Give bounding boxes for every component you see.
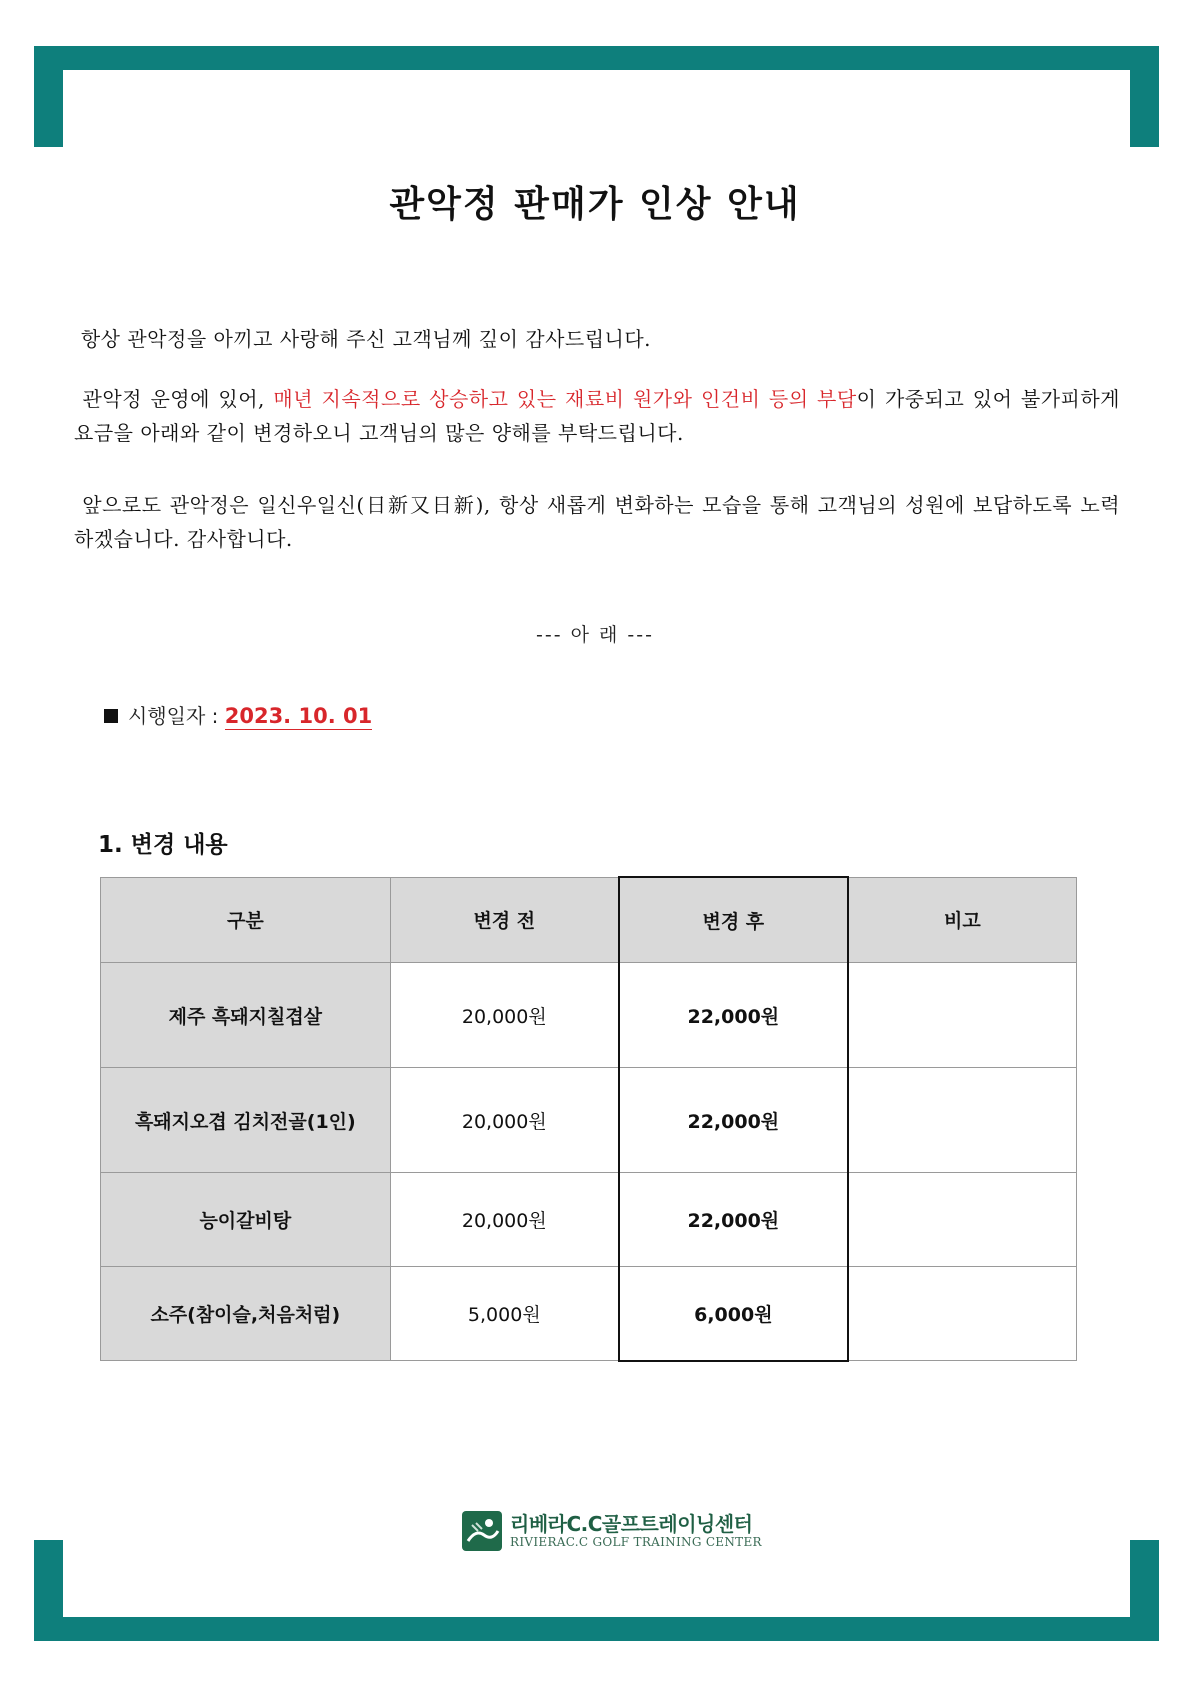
row-after-price: 22,000원 — [619, 1173, 848, 1267]
notice-separator: --- 아 래 --- — [536, 624, 654, 646]
row-item: 소주(참이슬,처음처럼) — [101, 1267, 391, 1361]
row-item: 흑돼지오겹 김치전골(1인) — [101, 1068, 391, 1173]
square-bullet-icon — [104, 709, 118, 723]
company-logo — [462, 1511, 762, 1551]
paragraph-closing — [74, 488, 1120, 556]
frame-bottom-bar — [34, 1617, 1159, 1641]
row-before-price: 20,000원 — [390, 1068, 619, 1173]
row-before-price: 5,000원 — [390, 1267, 619, 1361]
header-before: 변경 전 — [390, 877, 619, 963]
frame-top-right-leg — [1130, 46, 1159, 147]
table-row — [101, 1068, 1077, 1173]
frame-top-left-leg — [34, 46, 63, 147]
row-item: 능이갈비탕 — [101, 1173, 391, 1267]
effective-date-label: 시행일자 : — [128, 704, 225, 728]
paragraph-reason — [74, 382, 1120, 450]
header-note: 비고 — [848, 877, 1077, 963]
row-note — [848, 1267, 1077, 1361]
effective-date-value: 2023. 10. 01 — [224, 704, 373, 728]
section-title: 1. 변경 내용 — [98, 832, 228, 858]
header-after: 변경 후 — [619, 877, 848, 963]
effective-date-line — [104, 700, 372, 729]
logo-english-name: RIVIERAC.C GOLF TRAINING CENTER — [510, 1535, 762, 1549]
row-after-price: 22,000원 — [619, 1068, 848, 1173]
frame-bottom-left-leg — [34, 1540, 63, 1641]
frame-top-bar — [34, 46, 1159, 70]
row-after-price: 6,000원 — [619, 1267, 848, 1361]
row-note — [848, 963, 1077, 1068]
page-title: 관악정 판매가 인상 안내 — [389, 183, 801, 225]
frame-bottom-right-leg — [1130, 1540, 1159, 1641]
row-before-price: 20,000원 — [390, 963, 619, 1068]
paragraph-gratitude-text: 항상 관악정을 아끼고 사랑해 주신 고객님께 깊이 감사드립니다. — [80, 327, 652, 351]
golf-logo-icon — [462, 1511, 502, 1551]
logo-text — [510, 1513, 762, 1549]
row-item: 제주 흑돼지칠겹살 — [101, 963, 391, 1068]
header-category: 구분 — [101, 877, 391, 963]
table-row — [101, 1173, 1077, 1267]
row-note — [848, 1173, 1077, 1267]
logo-korean-name: 리베라C.C골프트레이닝센터 — [510, 1512, 753, 1536]
row-note — [848, 1068, 1077, 1173]
row-before-price: 20,000원 — [390, 1173, 619, 1267]
paragraph-reason-highlight: 매년 지속적으로 상승하고 있는 재료비 원가와 인건비 등의 부담 — [273, 387, 857, 411]
price-change-table — [100, 876, 1077, 1362]
table-header-row — [101, 877, 1077, 963]
row-after-price: 22,000원 — [619, 963, 848, 1068]
paragraph-reason-lead: 관악정 운영에 있어, — [82, 387, 274, 411]
paragraph-gratitude — [74, 322, 1120, 356]
table-row — [101, 963, 1077, 1068]
paragraph-closing-text: 앞으로도 관악정은 일신우일신(日新又日新), 항상 새롭게 변화하는 모습을 통해 고객님의 성원에 보답하도록 노력 하겠습니다. 감사합니다. — [74, 493, 1121, 551]
table-row — [101, 1267, 1077, 1361]
paragraph-reason-tail: 이 가중되고 있어 불가피하게 요금을 아래와 같이 변경하오니 고객님의 많은 양해를 부탁드립니다. — [74, 387, 1120, 445]
